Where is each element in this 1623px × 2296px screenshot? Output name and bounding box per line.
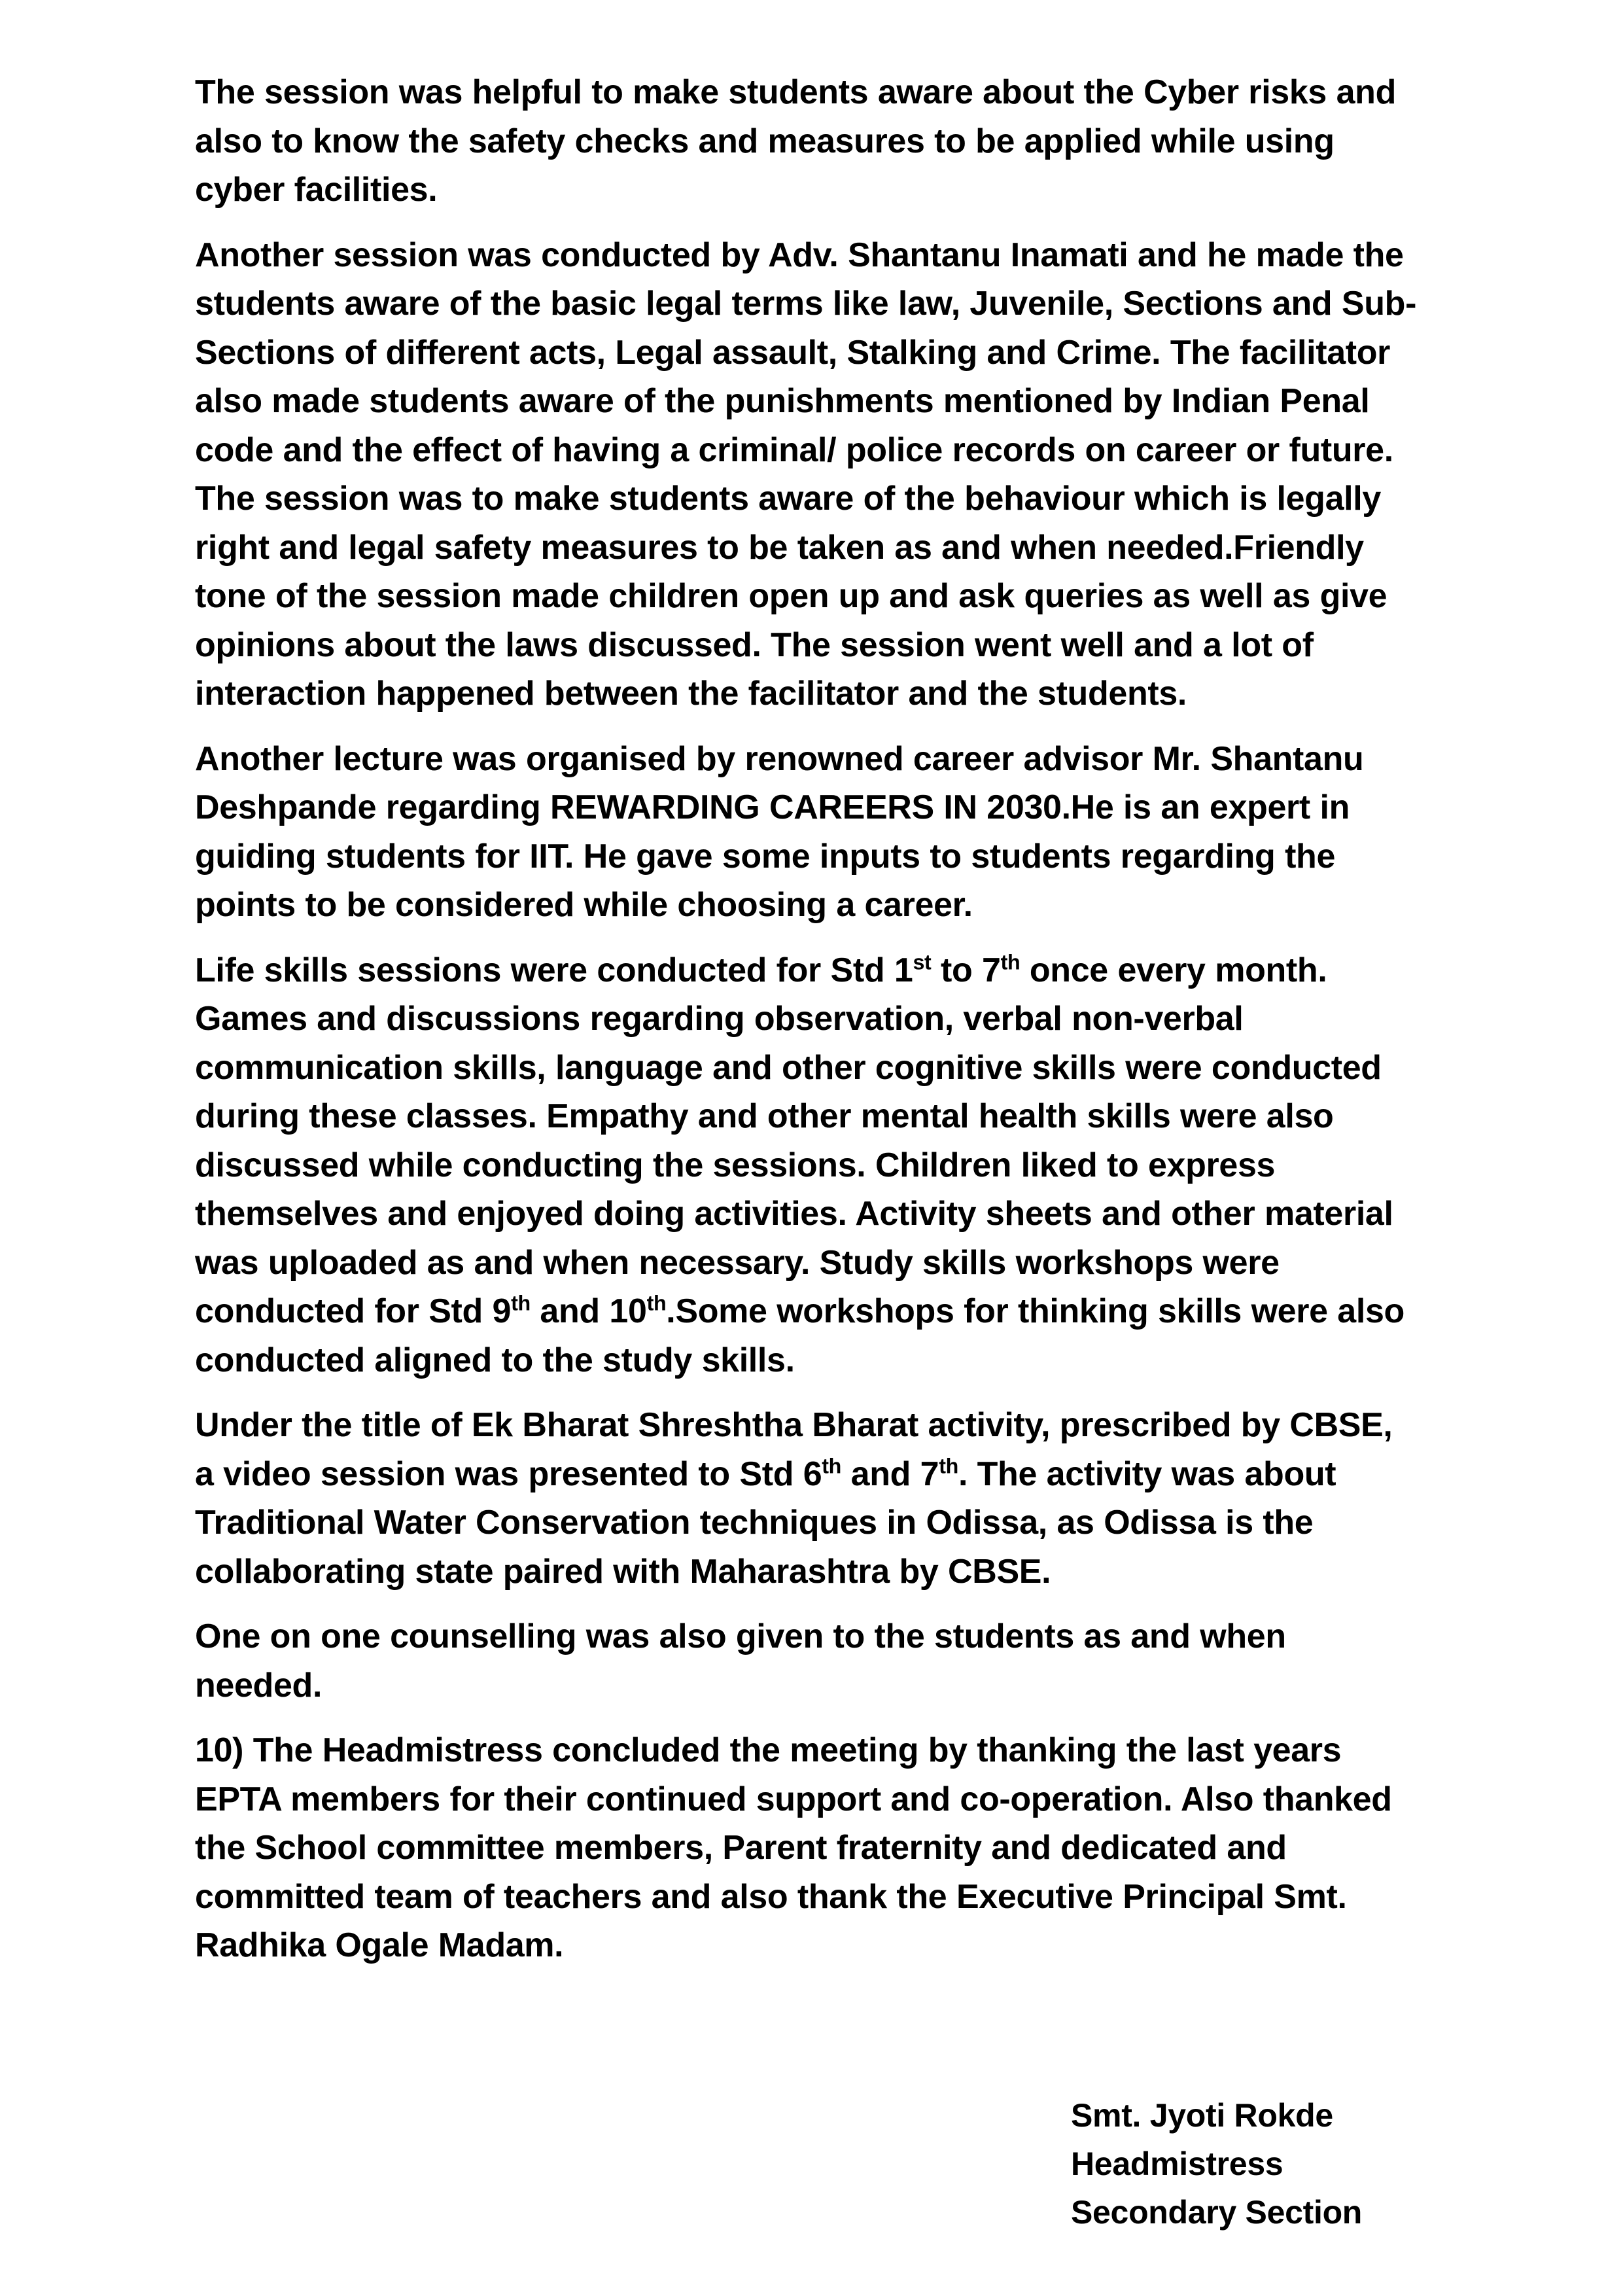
ordinal-suffix: th xyxy=(511,1291,531,1315)
document-body xyxy=(195,68,1420,1970)
signature-block xyxy=(1071,2091,1594,2236)
para-life-skills: Life skills sessions were conducted for Std 1st to 7th once every month. Games and discussions regarding observation, verbal non-verbal communication skills, language and other cognitive skills were conducted during these classes. Empathy and other mental health skills were also discussed while conducting the sessions. Children liked to express themselves and enjoyed doing activities. Activity sheets and other material was uploaded as and when necessary. Study skills workshops were conducted for Std 9th and 10th.Some workshops for thinking skills were also conducted aligned to the study skills. xyxy=(195,950,1405,1379)
para-conclusion: 10) The Headmistress concluded the meeting by thanking the last years EPTA members for their continued support and co-operation. Also thanked the School committee members, Parent fraternity and dedicated and committed team of teachers and also thank the Executive Principal Smt. Radhika Ogale Madam. xyxy=(195,1731,1392,1964)
para-career-lecture: Another lecture was organised by renowned career advisor Mr. Shantanu Deshpande regarding REWARDING CAREERS IN 2030.He is an expert in guiding students for IIT. He gave some inputs to students regarding the points to be considered while choosing a career. xyxy=(195,739,1364,924)
ordinal-suffix: th xyxy=(646,1291,667,1315)
ordinal-suffix: th xyxy=(1000,950,1021,974)
para-cyber-session-summary: The session was helpful to make students aware about the Cyber risks and also to know the safety checks and measures to be applied while using cyber facilities. xyxy=(195,73,1396,209)
para-legal-session: Another session was conducted by Adv. Shantanu Inamati and he made the students aware of the basic legal terms like law, Juvenile, Sections and Sub-Sections of different acts, Legal assault, Stalking and Crime. The facilitator also made students aware of the punishments mentioned by Indian Penal code and the effect of having a criminal/ police records on career or future. The session was to make students aware of the behaviour which is legally right and legal safety measures to be taken as and when needed.Friendly tone of the session made children open up and ask queries as well as give opinions about the laws discussed. The session went well and a lot of interaction happened between the facilitator and the students. xyxy=(195,236,1417,713)
para-ek-bharat: Under the title of Ek Bharat Shreshtha Bharat activity, prescribed by CBSE, a video session was presented to Std 6th and 7th. The activity was about Traditional Water Conservation techniques in Odissa, as Odissa is the collaborating state paired with Maharashtra by CBSE. xyxy=(195,1406,1393,1591)
ordinal-suffix: th xyxy=(822,1454,842,1478)
para-counselling: One on one counselling was also given to the students as and when needed. xyxy=(195,1617,1286,1704)
signatory-designation: Headmistress xyxy=(1071,2146,1283,2182)
ordinal-suffix: st xyxy=(913,950,932,974)
signatory-section: Secondary Section xyxy=(1071,2194,1363,2231)
signatory-name: Smt. Jyoti Rokde xyxy=(1071,2097,1333,2134)
ordinal-suffix: th xyxy=(939,1454,958,1478)
